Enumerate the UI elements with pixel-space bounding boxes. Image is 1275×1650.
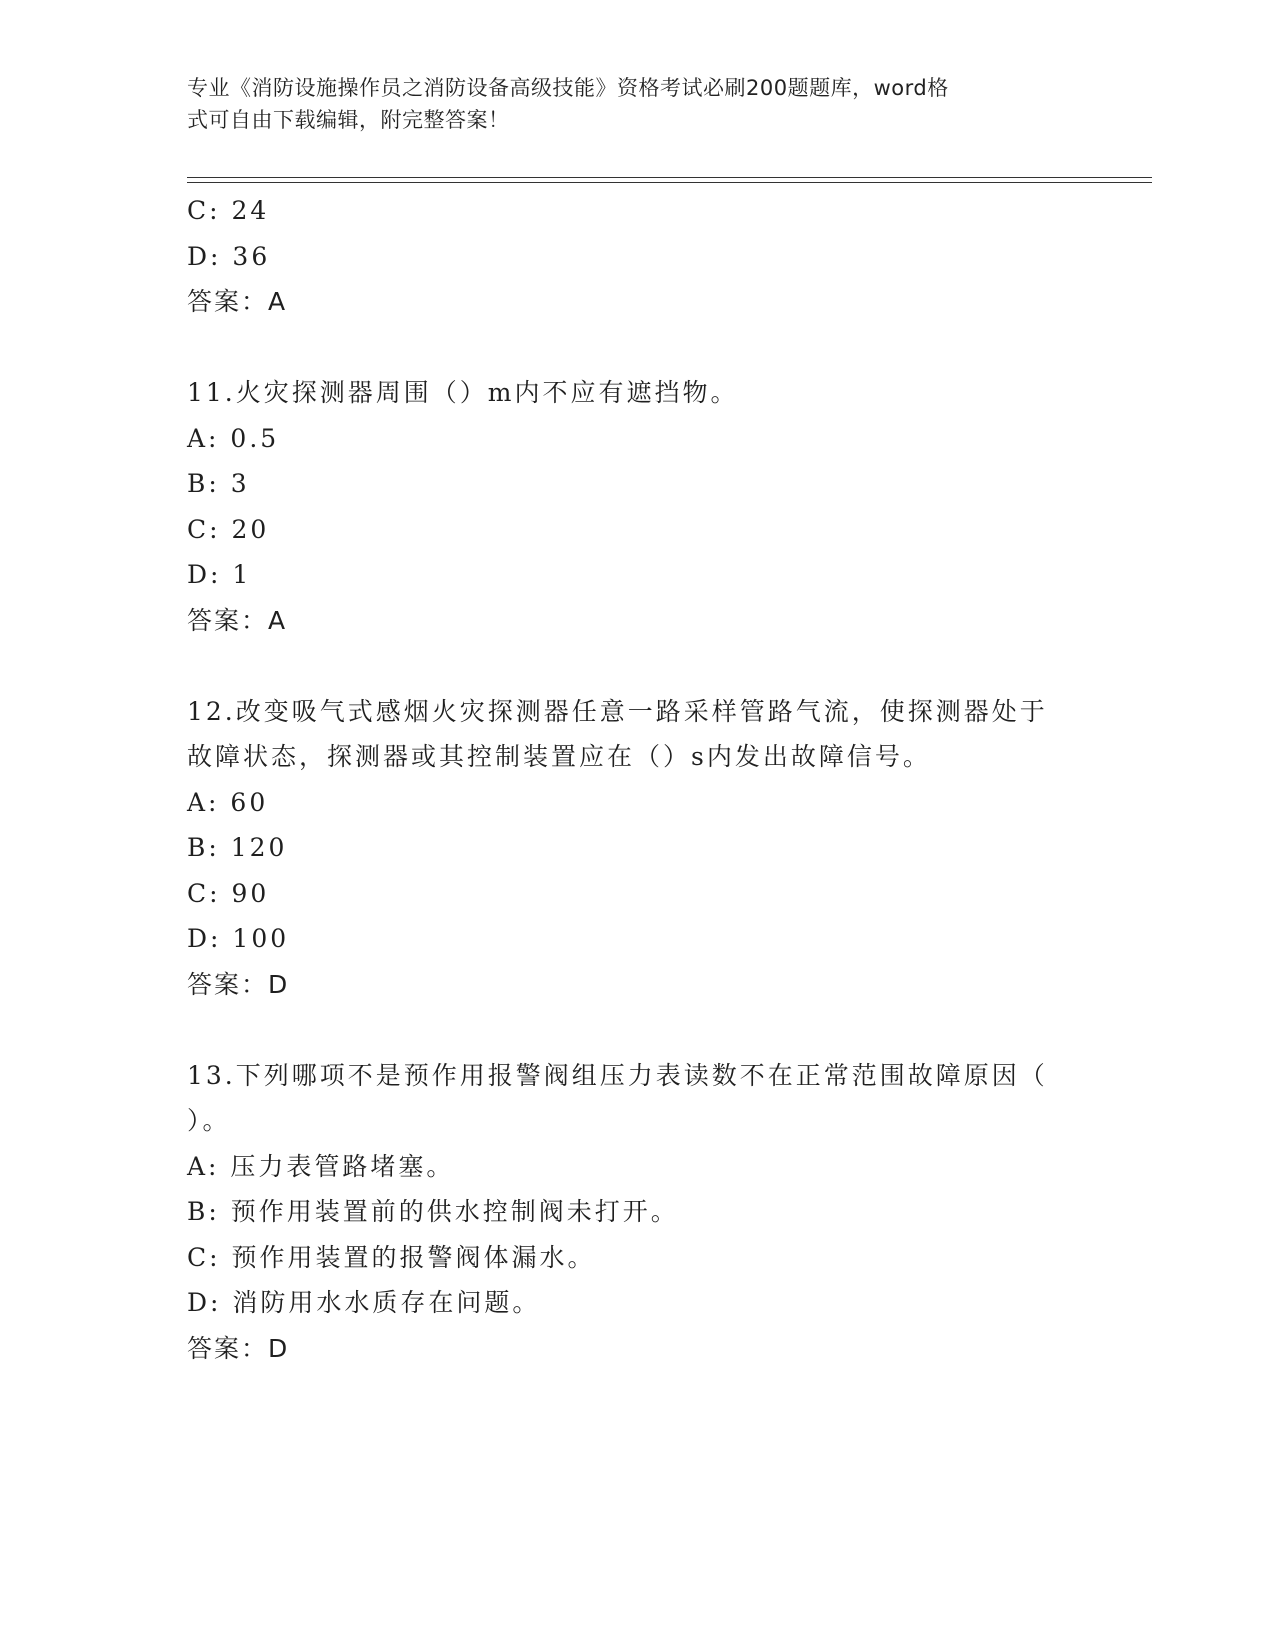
document-header (187, 72, 1067, 136)
question-list (187, 188, 1087, 1371)
question-text-line-1: 12.改变吸气式感烟火灾探测器任意一路采样管路气流，使探测器处于 (187, 696, 1048, 726)
option-b: B: 预作用装置前的供水控制阀未打开。 (187, 1197, 679, 1226)
option-c: C: 24 (187, 196, 270, 225)
option-a: A: 压力表管路堵塞。 (187, 1151, 455, 1181)
option-c: C: 20 (187, 514, 270, 544)
option-c: C: 90 (187, 878, 270, 908)
header-divider-bottom (187, 182, 1152, 183)
question-11 (187, 370, 1087, 643)
option-a: A: 0.5 (187, 423, 280, 453)
spacer (187, 643, 1087, 689)
question-text: 11.火灾探测器周围（）m内不应有遮挡物。 (187, 378, 739, 407)
question-text-line-1: 13.下列哪项不是预作用报警阀组压力表读数不在正常范围故障原因（ (187, 1060, 1048, 1090)
option-d: D: 1 (187, 560, 252, 589)
option-d: D: 100 (187, 924, 290, 953)
question-13 (187, 1053, 1087, 1372)
option-d: D: 36 (187, 241, 271, 271)
header-divider-top (187, 177, 1152, 178)
header-line-1: 专业《消防设施操作员之消防设备高级技能》资格考试必刷200题题库，word格 (187, 76, 949, 100)
answer-line: 答案：A (187, 605, 288, 635)
answer-line: 答案：D (187, 1333, 290, 1363)
spacer (187, 325, 1087, 371)
question-text-line-2: 故障状态，探测器或其控制装置应在（）s内发出故障信号。 (187, 742, 931, 771)
question-text-line-2: ）。 (187, 1106, 231, 1135)
option-d: D: 消防用水水质存在问题。 (187, 1288, 541, 1317)
option-b: B: 120 (187, 833, 288, 862)
option-c: C: 预作用装置的报警阀体漏水。 (187, 1242, 596, 1272)
option-a: A: 60 (187, 787, 269, 817)
answer-line: 答案：A (187, 287, 288, 316)
question-12 (187, 689, 1087, 1008)
spacer (187, 1007, 1087, 1053)
answer-line: 答案：D (187, 969, 290, 999)
option-b: B: 3 (187, 469, 250, 498)
header-line-2: 式可自由下载编辑，附完整答案！ (187, 108, 510, 132)
